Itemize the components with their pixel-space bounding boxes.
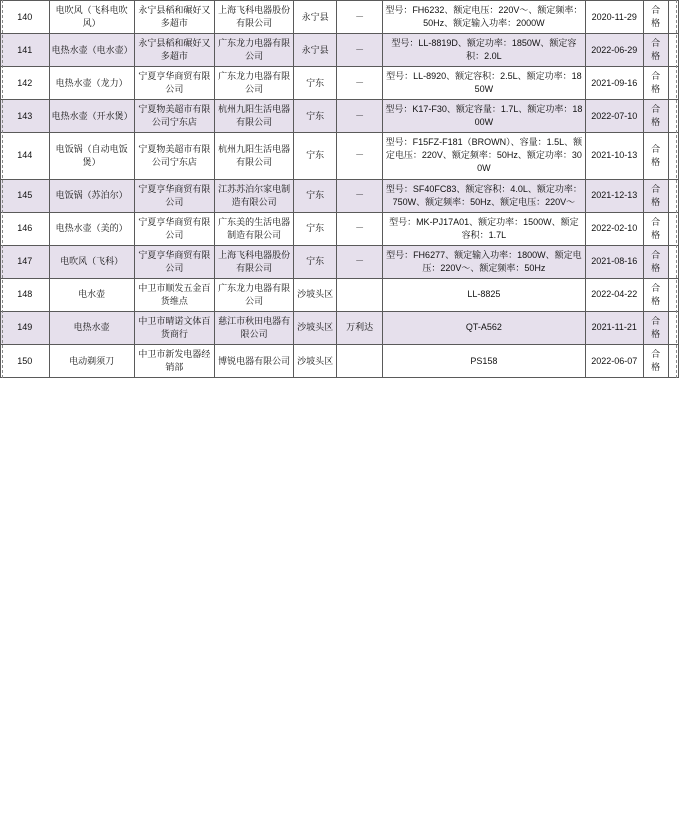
cell-specification: 型号：K17-F30、额定容量：1.7L、额定功率：1800W [382,100,585,133]
cell-specification: 型号：FH6277、额定输入功率：1800W、额定电压：220V～、额定频率：50Hz [382,245,585,278]
cell-serial-number: 149 [1,311,50,344]
cell-manufacturer: 广东龙力电器有限公司 [215,67,294,100]
table-row [1,34,679,67]
cell-conclusion: 合 格 [643,311,668,344]
cell-production-date: 2021-10-13 [585,133,643,179]
cell-specification: LL-8825 [382,278,585,311]
cell-specification: 型号：MK-PJ17A01、额定功率：1500W、额定容积：1.7L [382,212,585,245]
cell-sampled-unit: 宁夏亨华商贸有限公司 [134,245,215,278]
cell-trademark: － [337,67,383,100]
cell-product-name: 电吹风（飞科） [49,245,134,278]
cell-region: 宁东 [293,67,336,100]
cell-sampled-unit: 宁夏物美超市有限公司宁东店 [134,100,215,133]
cell-manufacturer: 江苏苏泊尔家电制造有限公司 [215,179,294,212]
cell-trademark [337,278,383,311]
cell-conclusion: 合 格 [643,67,668,100]
cell-manufacturer: 博锐电器有限公司 [215,344,294,377]
cell-region: 宁东 [293,100,336,133]
cell-serial-number: 148 [1,278,50,311]
cell-production-date: 2021-12-13 [585,179,643,212]
cell-conclusion: 合 格 [643,278,668,311]
cell-sampled-unit: 中卫市新发电器经销部 [134,344,215,377]
cell-conclusion: 合 格 [643,1,668,34]
cell-manufacturer: 慈江市秋田电器有限公司 [215,311,294,344]
cell-product-name: 电水壶 [49,278,134,311]
cell-conclusion: 合 格 [643,34,668,67]
cell-product-name: 电饭锅（自动电饭煲） [49,133,134,179]
inspection-table-sheet [0,0,679,378]
table-row [1,344,679,377]
cell-region: 宁东 [293,179,336,212]
cell-serial-number: 145 [1,179,50,212]
table-row [1,133,679,179]
cell-product-name: 电吹风（飞科电吹风） [49,1,134,34]
cell-region: 宁东 [293,133,336,179]
cell-serial-number: 144 [1,133,50,179]
cell-production-date: 2021-11-21 [585,311,643,344]
page-cut-line-left [2,0,3,378]
cell-serial-number: 150 [1,344,50,377]
cell-specification: QT-A562 [382,311,585,344]
cell-manufacturer: 广东龙力电器有限公司 [215,278,294,311]
cell-conclusion: 合 格 [643,245,668,278]
cell-trademark: － [337,133,383,179]
cell-production-date: 2020-11-29 [585,1,643,34]
cell-sampled-unit: 宁夏物美超市有限公司宁东店 [134,133,215,179]
cell-serial-number: 140 [1,1,50,34]
table-row [1,179,679,212]
page-cut-line-right [676,0,677,378]
cell-region: 宁东 [293,245,336,278]
cell-serial-number: 146 [1,212,50,245]
cell-specification: PS158 [382,344,585,377]
cell-product-name: 电热水壶（龙力） [49,67,134,100]
cell-trademark: － [337,245,383,278]
cell-trademark: － [337,1,383,34]
cell-specification: 型号：LL-8819D、额定功率：1850W、额定容积：2.0L [382,34,585,67]
cell-sampled-unit: 宁夏亨华商贸有限公司 [134,212,215,245]
cell-sampled-unit: 永宁县稻和碾好又多超市 [134,34,215,67]
table-body [1,1,679,378]
cell-trademark [337,344,383,377]
cell-product-name: 电热水壶（电水壶） [49,34,134,67]
table-row [1,311,679,344]
cell-manufacturer: 杭州九阳生活电器有限公司 [215,100,294,133]
cell-production-date: 2021-09-16 [585,67,643,100]
cell-production-date: 2022-06-29 [585,34,643,67]
cell-region: 沙坡头区 [293,278,336,311]
inspection-results-table [0,0,679,378]
table-row [1,67,679,100]
cell-conclusion: 合 格 [643,344,668,377]
cell-trademark: － [337,179,383,212]
cell-serial-number: 147 [1,245,50,278]
cell-trademark: － [337,100,383,133]
cell-trademark: － [337,34,383,67]
cell-specification: 型号：FH6232、额定电压：220V～、额定频率：50Hz、额定输入功率：2000W [382,1,585,34]
cell-manufacturer: 广东美的生活电器制造有限公司 [215,212,294,245]
cell-region: 沙坡头区 [293,311,336,344]
cell-trademark: － [337,212,383,245]
cell-serial-number: 141 [1,34,50,67]
cell-sampled-unit: 宁夏亨华商贸有限公司 [134,179,215,212]
table-row [1,245,679,278]
cell-manufacturer: 上海飞科电器股份有限公司 [215,1,294,34]
cell-region: 永宁县 [293,1,336,34]
cell-manufacturer: 广东龙力电器有限公司 [215,34,294,67]
table-row [1,278,679,311]
cell-specification: 型号：LL-8920、额定容积：2.5L、额定功率：1850W [382,67,585,100]
cell-product-name: 电热水壶（开水煲） [49,100,134,133]
cell-sampled-unit: 中卫市顺发五金百货维点 [134,278,215,311]
cell-specification: 型号：F15FZ-F181（BROWN）、容量：1.5L、额定电压：220V、额定频率：50Hz、额定功率：300W [382,133,585,179]
cell-production-date: 2022-02-10 [585,212,643,245]
cell-sampled-unit: 永宁县稻和碾好又多超市 [134,1,215,34]
cell-conclusion: 合 格 [643,100,668,133]
cell-region: 宁东 [293,212,336,245]
table-row [1,1,679,34]
cell-production-date: 2022-06-07 [585,344,643,377]
cell-production-date: 2022-04-22 [585,278,643,311]
cell-product-name: 电动剃须刀 [49,344,134,377]
cell-region: 永宁县 [293,34,336,67]
cell-production-date: 2021-08-16 [585,245,643,278]
cell-sampled-unit: 宁夏亨华商贸有限公司 [134,67,215,100]
cell-product-name: 电热水壶（美的） [49,212,134,245]
cell-conclusion: 合 格 [643,133,668,179]
cell-serial-number: 143 [1,100,50,133]
table-row [1,100,679,133]
cell-region: 沙坡头区 [293,344,336,377]
cell-manufacturer: 杭州九阳生活电器有限公司 [215,133,294,179]
cell-conclusion: 合 格 [643,179,668,212]
cell-manufacturer: 上海飞科电器股份有限公司 [215,245,294,278]
cell-conclusion: 合 格 [643,212,668,245]
cell-serial-number: 142 [1,67,50,100]
cell-specification: 型号：SF40FC83、额定容积：4.0L、额定功率：750W、额定频率：50Hz、额定电压：220V～ [382,179,585,212]
cell-sampled-unit: 中卫市晴诺文体百货商行 [134,311,215,344]
cell-trademark: 万利达 [337,311,383,344]
cell-product-name: 电饭锅（苏泊尔） [49,179,134,212]
cell-production-date: 2022-07-10 [585,100,643,133]
cell-product-name: 电热水壶 [49,311,134,344]
table-row [1,212,679,245]
